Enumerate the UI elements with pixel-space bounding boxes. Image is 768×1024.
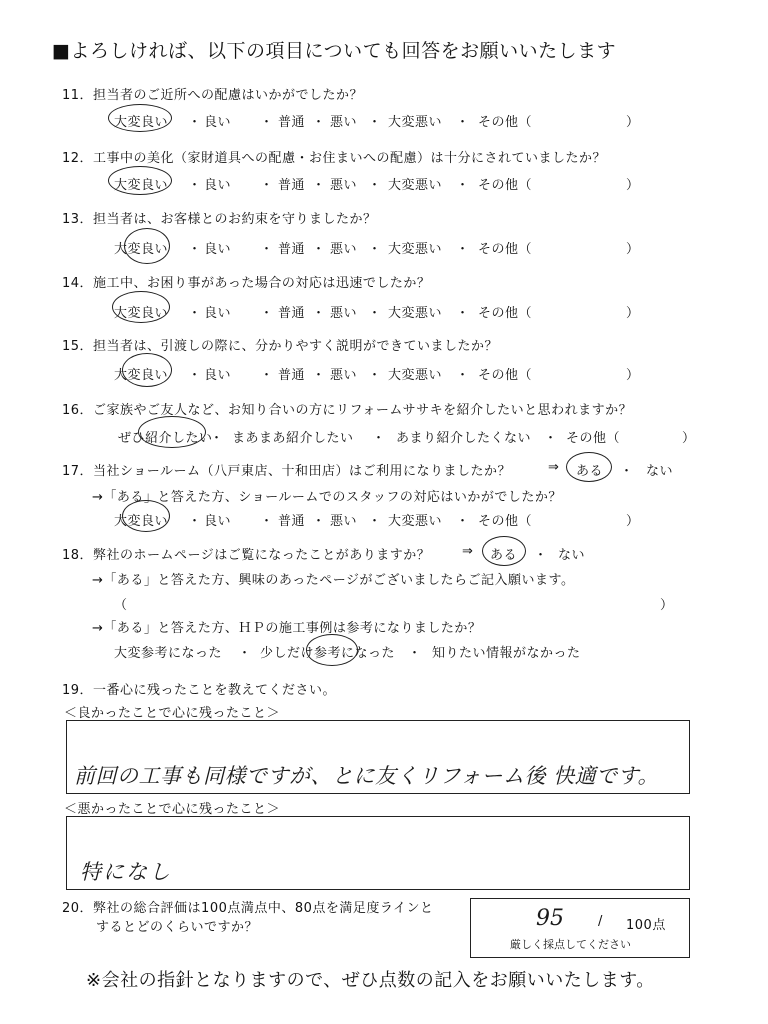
q15-sep: ・ — [312, 368, 326, 383]
q12-sep: ・ — [312, 178, 326, 193]
q17-option-normal: 普通 — [278, 514, 306, 529]
q16-sep-1: ・ — [210, 431, 224, 446]
q18-sep-2: ・ — [408, 646, 422, 661]
q16-sep-2: ・ — [372, 431, 386, 446]
q14-option-other: その他（ — [478, 306, 533, 321]
question-19: 19．一番心に残ったことを教えてください。 — [62, 683, 337, 698]
q13-sep: ・ — [312, 242, 326, 257]
q14-sep: ・ — [456, 306, 470, 321]
q19-bad-answer: 特になし — [80, 860, 172, 884]
score-max-label: 100点 — [626, 918, 666, 933]
q12-option-other-close: ） — [626, 178, 640, 193]
q14-option-good: 良い — [204, 306, 232, 321]
q17-option-bad: 悪い — [330, 514, 358, 529]
footer-note: ※会社の指針となりますので、ぜひ点数の記入をお願いいたします。 — [86, 970, 655, 991]
q17-no: ない — [646, 464, 674, 479]
q11-option-bad: 悪い — [330, 115, 358, 130]
q13-option-bad: 悪い — [330, 242, 358, 257]
q11-option-very-good: 大変良い — [114, 115, 169, 130]
q16-option-4: その他（ — [566, 431, 621, 446]
question-14: 14．施工中、お困り事があった場合の対応は迅速でしたか？ — [62, 276, 431, 291]
q12-sep: ・ — [368, 178, 382, 193]
q14-sep: ・ — [368, 306, 382, 321]
question-20-line-2: するとどのくらいですか？ — [96, 920, 259, 935]
question-18: 18．弊社のホームページはご覧になったことがありますか？ — [62, 548, 431, 563]
q15-option-other: その他（ — [478, 368, 533, 383]
score-note: 厳しく採点してください — [510, 938, 631, 951]
q15-option-other-close: ） — [626, 368, 640, 383]
q17-option-other: その他（ — [478, 514, 533, 529]
q13-sep: ・ — [368, 242, 382, 257]
q15-sep: ・ — [456, 368, 470, 383]
q11-option-very-bad: 大変悪い — [388, 115, 443, 130]
q17-option-other-close: ） — [626, 514, 640, 529]
q13-sep: ・ — [260, 242, 274, 257]
q17-followup: →「ある」と答えた方、ショールームでのスタッフの対応はいかがでしたか？ — [92, 490, 562, 505]
q13-option-other-close: ） — [626, 242, 640, 257]
q11-option-other-close: ） — [626, 115, 640, 130]
q14-option-normal: 普通 — [278, 306, 306, 321]
q11-option-normal: 普通 — [278, 115, 306, 130]
q14-sep: ・ — [188, 306, 202, 321]
q11-sep: ・ — [312, 115, 326, 130]
q17-yes: ある — [576, 464, 604, 479]
q13-option-normal: 普通 — [278, 242, 306, 257]
q17-sep: ・ — [312, 514, 326, 529]
question-17: 17．当社ショールーム（八戸東店、十和田店）はご利用になりましたか？ — [62, 464, 512, 479]
q13-option-very-good: 大変良い — [114, 242, 169, 257]
q13-option-good: 良い — [204, 242, 232, 257]
q12-option-very-bad: 大変悪い — [388, 178, 443, 193]
q13-sep: ・ — [188, 242, 202, 257]
q11-sep: ・ — [260, 115, 274, 130]
q18-option-3: 知りたい情報がなかった — [432, 646, 581, 661]
q12-option-other: その他（ — [478, 178, 533, 193]
question-20-line-1: 20．弊社の総合評価は100点満点中、80点を満足度ラインと — [62, 901, 434, 916]
q17-arrow: ⇒ — [548, 460, 560, 475]
q11-sep: ・ — [456, 115, 470, 130]
question-11: 11．担当者のご近所への配慮はいかがでしたか？ — [62, 88, 364, 103]
q12-option-very-good: 大変良い — [114, 178, 169, 193]
q11-sep: ・ — [368, 115, 382, 130]
q15-sep: ・ — [260, 368, 274, 383]
q12-option-good: 良い — [204, 178, 232, 193]
question-13: 13．担当者は、お客様とのお約束を守りましたか？ — [62, 212, 377, 227]
q12-option-bad: 悪い — [330, 178, 358, 193]
q17-sep: ・ — [620, 464, 634, 479]
q15-option-normal: 普通 — [278, 368, 306, 383]
q17-option-good: 良い — [204, 514, 232, 529]
q14-option-other-close: ） — [626, 306, 640, 321]
q17-option-very-bad: 大変悪い — [388, 514, 443, 529]
q15-sep: ・ — [188, 368, 202, 383]
question-15: 15．担当者は、引渡しの際に、分かりやすく説明ができていましたか？ — [62, 339, 499, 354]
q17-option-very-good: 大変良い — [114, 514, 169, 529]
q11-option-other: その他（ — [478, 115, 533, 130]
q12-sep: ・ — [260, 178, 274, 193]
q11-sep: ・ — [188, 115, 202, 130]
q18-option-1: 大変参考になった — [114, 646, 223, 661]
q18-arrow: ⇒ — [462, 544, 474, 559]
score-slash: / — [598, 914, 603, 929]
q13-sep: ・ — [456, 242, 470, 257]
score-value: 95 — [536, 906, 564, 931]
question-12: 12．工事中の美化（家財道具への配慮・お住まいへの配慮）は十分にされていましたか？ — [62, 151, 607, 166]
q15-option-good: 良い — [204, 368, 232, 383]
q11-option-good: 良い — [204, 115, 232, 130]
page-title: ■よろしければ、以下の項目についても回答をお願いいたします — [52, 40, 617, 62]
q17-sep: ・ — [260, 514, 274, 529]
q17-sep: ・ — [368, 514, 382, 529]
q13-option-very-bad: 大変悪い — [388, 242, 443, 257]
q16-option-1: ぜひ紹介したい — [118, 431, 213, 446]
q14-option-bad: 悪い — [330, 306, 358, 321]
q12-option-normal: 普通 — [278, 178, 306, 193]
q19-good-answer: 前回の工事も同様ですが、とに友くリフォーム後 快適です。 — [74, 764, 659, 788]
q18-paren-close: ） — [660, 598, 674, 613]
question-16: 16．ご家族やご友人など、お知り合いの方にリフォームササキを紹介したいと思われますか？ — [62, 403, 633, 418]
q18-followup-1: →「ある」と答えた方、興味のあったページがございましたらご記入願います。 — [92, 573, 575, 588]
q16-option-5: ） — [682, 431, 696, 446]
q15-option-very-good: 大変良い — [114, 368, 169, 383]
q18-yes: ある — [490, 548, 518, 563]
q15-option-very-bad: 大変悪い — [388, 368, 443, 383]
q19-good-label: ＜良かったことで心に残ったこと＞ — [64, 706, 281, 721]
q17-sep: ・ — [188, 514, 202, 529]
q18-no: ない — [558, 548, 586, 563]
q16-sep-3: ・ — [544, 431, 558, 446]
q18-sep: ・ — [534, 548, 548, 563]
q12-sep: ・ — [456, 178, 470, 193]
q17-sep: ・ — [456, 514, 470, 529]
q14-option-very-good: 大変良い — [114, 306, 169, 321]
q16-option-3: あまり紹介したくない — [396, 431, 532, 446]
q13-option-other: その他（ — [478, 242, 533, 257]
q12-sep: ・ — [188, 178, 202, 193]
q14-sep: ・ — [260, 306, 274, 321]
q19-bad-label: ＜悪かったことで心に残ったこと＞ — [64, 802, 281, 817]
q16-option-2: まあまあ紹介したい — [232, 431, 354, 446]
q14-option-very-bad: 大変悪い — [388, 306, 443, 321]
q18-option-2: 少しだけ参考になった — [260, 646, 396, 661]
q18-followup-2: →「ある」と答えた方、ＨＰの施工事例は参考になりましたか？ — [92, 621, 482, 636]
q14-sep: ・ — [312, 306, 326, 321]
q18-sep-1: ・ — [238, 646, 252, 661]
q18-paren-open: （ — [114, 598, 128, 613]
q15-sep: ・ — [368, 368, 382, 383]
q15-option-bad: 悪い — [330, 368, 358, 383]
